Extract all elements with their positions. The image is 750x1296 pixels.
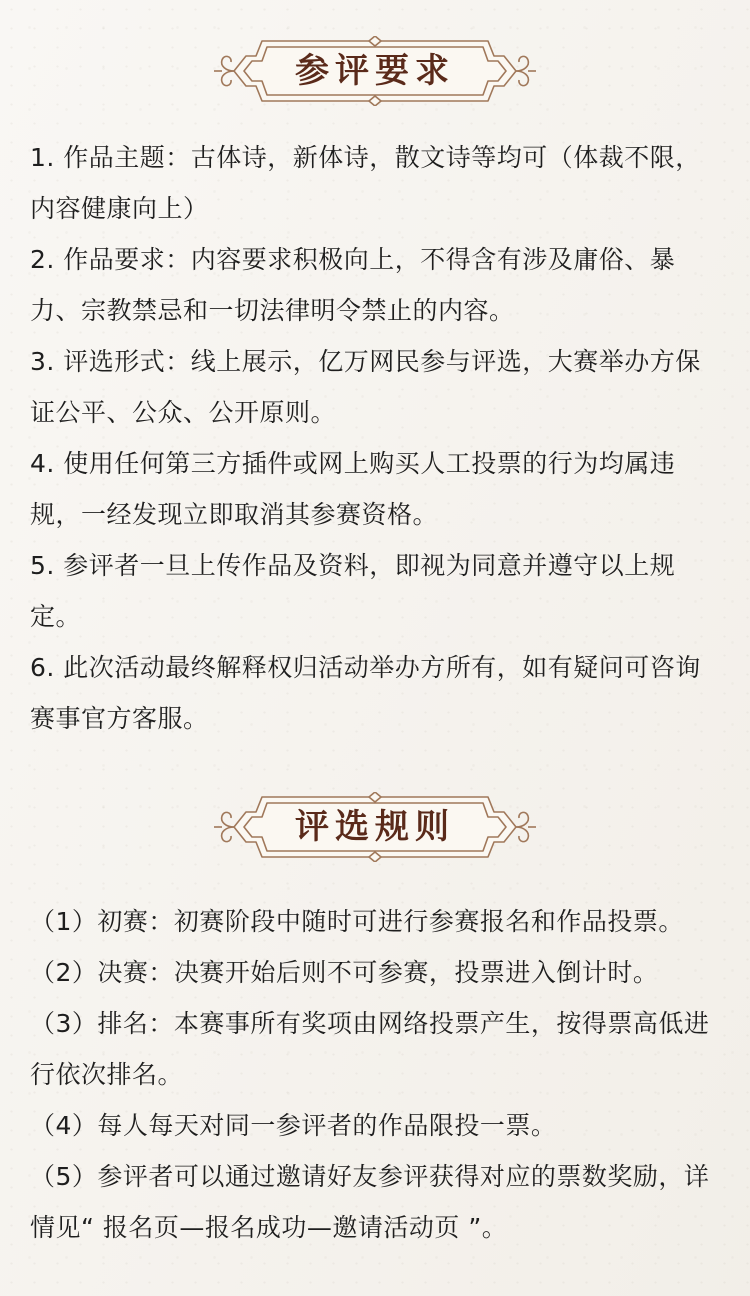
rules-list xyxy=(30,896,722,1253)
section-2-banner xyxy=(214,792,536,862)
rule-item-1: （1）初赛：初赛阶段中随时可进行参赛报名和作品投票。 xyxy=(30,907,684,936)
requirement-item-6: 6. 此次活动最终解释权归活动举办方所有，如有疑问可咨询赛事官方客服。 xyxy=(30,653,701,733)
section-2-title: 评选规则 xyxy=(295,807,455,847)
rule-item-4: （4）每人每天对同一参评者的作品限投一票。 xyxy=(30,1111,557,1140)
section-1-banner xyxy=(214,36,536,106)
rule-item-2: （2）决赛：决赛开始后则不可参赛，投票进入倒计时。 xyxy=(30,958,659,987)
requirement-item-1: 1. 作品主题：古体诗，新体诗，散文诗等均可（体裁不限，内容健康向上） xyxy=(30,143,701,223)
requirement-item-4: 4. 使用任何第三方插件或网上购买人工投票的行为均属违规，一经发现立即取消其参赛资格。 xyxy=(30,449,676,529)
rule-item-5: （5）参评者可以通过邀请好友参评获得对应的票数奖励，详情见“ 报名页—报名成功—邀请活动页 ”。 xyxy=(30,1162,710,1242)
rule-item-3: （3）排名：本赛事所有奖项由网络投票产生，按得票高低进行依次排名。 xyxy=(30,1009,710,1089)
requirement-item-2: 2. 作品要求：内容要求积极向上，不得含有涉及庸俗、暴力、宗教禁忌和一切法律明令禁止的内容。 xyxy=(30,245,676,325)
section-1-title: 参评要求 xyxy=(295,51,455,91)
requirement-item-3: 3. 评选形式：线上展示，亿万网民参与评选，大赛举办方保证公平、公众、公开原则。 xyxy=(30,347,701,427)
requirements-list xyxy=(30,132,722,744)
requirement-item-5: 5. 参评者一旦上传作品及资料，即视为同意并遵守以上规定。 xyxy=(30,551,676,631)
